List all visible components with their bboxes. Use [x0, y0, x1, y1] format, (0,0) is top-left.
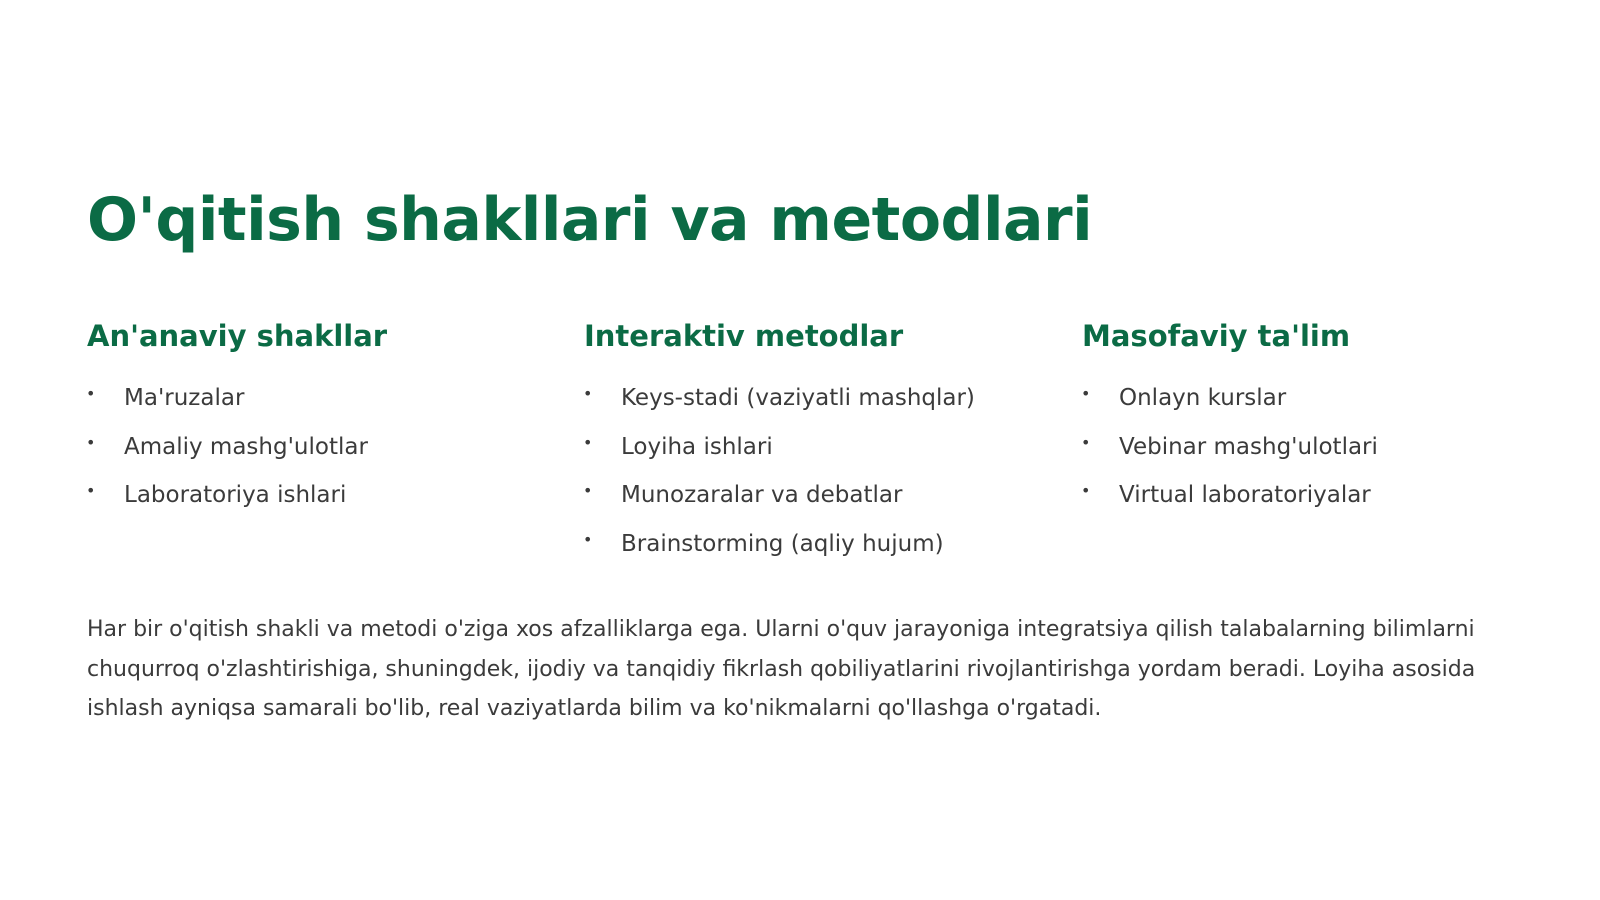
list-item [1082, 383, 1522, 432]
list-item-text: Brainstorming (aqliy hujum) [621, 530, 944, 557]
columns-section [87, 315, 1527, 575]
list-item [1082, 480, 1522, 529]
list-item-text: Vebinar mashg'ulotlari [1119, 433, 1378, 460]
list-item [87, 432, 527, 481]
bullet-icon: • [86, 481, 96, 500]
bullet-icon: • [1081, 481, 1091, 500]
bullet-icon: • [86, 432, 96, 452]
bullet-icon: • [583, 529, 593, 549]
column-heading: Interaktiv metodlar [584, 319, 904, 353]
column-distance-learning [1082, 315, 1522, 529]
item-list [584, 383, 1024, 577]
list-item [1082, 432, 1522, 481]
list-item-text: Onlayn kurslar [1119, 385, 1287, 411]
list-item-text: Laboratoriya ishlari [124, 482, 347, 508]
bullet-icon: • [583, 481, 593, 500]
bullet-icon: • [583, 432, 593, 452]
bullet-icon: • [583, 384, 593, 403]
list-item [87, 383, 527, 432]
column-heading: An'anaviy shakllar [87, 319, 388, 353]
list-item [584, 432, 1024, 481]
list-item-text: Munozaralar va debatlar [621, 482, 903, 508]
column-traditional-forms [87, 315, 527, 529]
item-list [1082, 383, 1522, 529]
list-item-text: Amaliy mashg'ulotlar [124, 433, 368, 460]
column-interactive-methods [584, 315, 1024, 577]
item-list [87, 383, 527, 529]
list-item-text: Loyiha ishlari [621, 433, 773, 460]
list-item-text: Ma'ruzalar [124, 385, 245, 411]
list-item [584, 383, 1024, 432]
bullet-icon: • [86, 384, 96, 403]
list-item [584, 529, 1024, 578]
list-item [584, 480, 1024, 529]
column-heading: Masofaviy ta'lim [1082, 319, 1351, 353]
bullet-icon: • [1081, 432, 1091, 452]
bullet-icon: • [1081, 384, 1091, 403]
list-item-text: Keys-stadi (vaziyatli mashqlar) [621, 385, 975, 411]
summary-paragraph: Har bir o'qitish shakli va metodi o'ziga xos afzalliklarga ega. Ularni o'quv jarayoniga integratsiya qilish talabalarning bilimlarni chuqurroq o'zlashtirishiga, shuningdek, ijodiy va tanqidiy fikrlash qobiliyatlarini rivojlantirishga yordam beradi. Loyiha asosida ishlash ayniqsa samarali bo'lib, real vaziyatlarda bilim va ko'nikmalarni qo'llashga o'rgatadi. [87, 617, 1476, 721]
page-title: O'qitish shakllari va metodlari [87, 185, 1093, 255]
list-item [87, 480, 527, 529]
list-item-text: Virtual laboratoriyalar [1119, 482, 1371, 508]
